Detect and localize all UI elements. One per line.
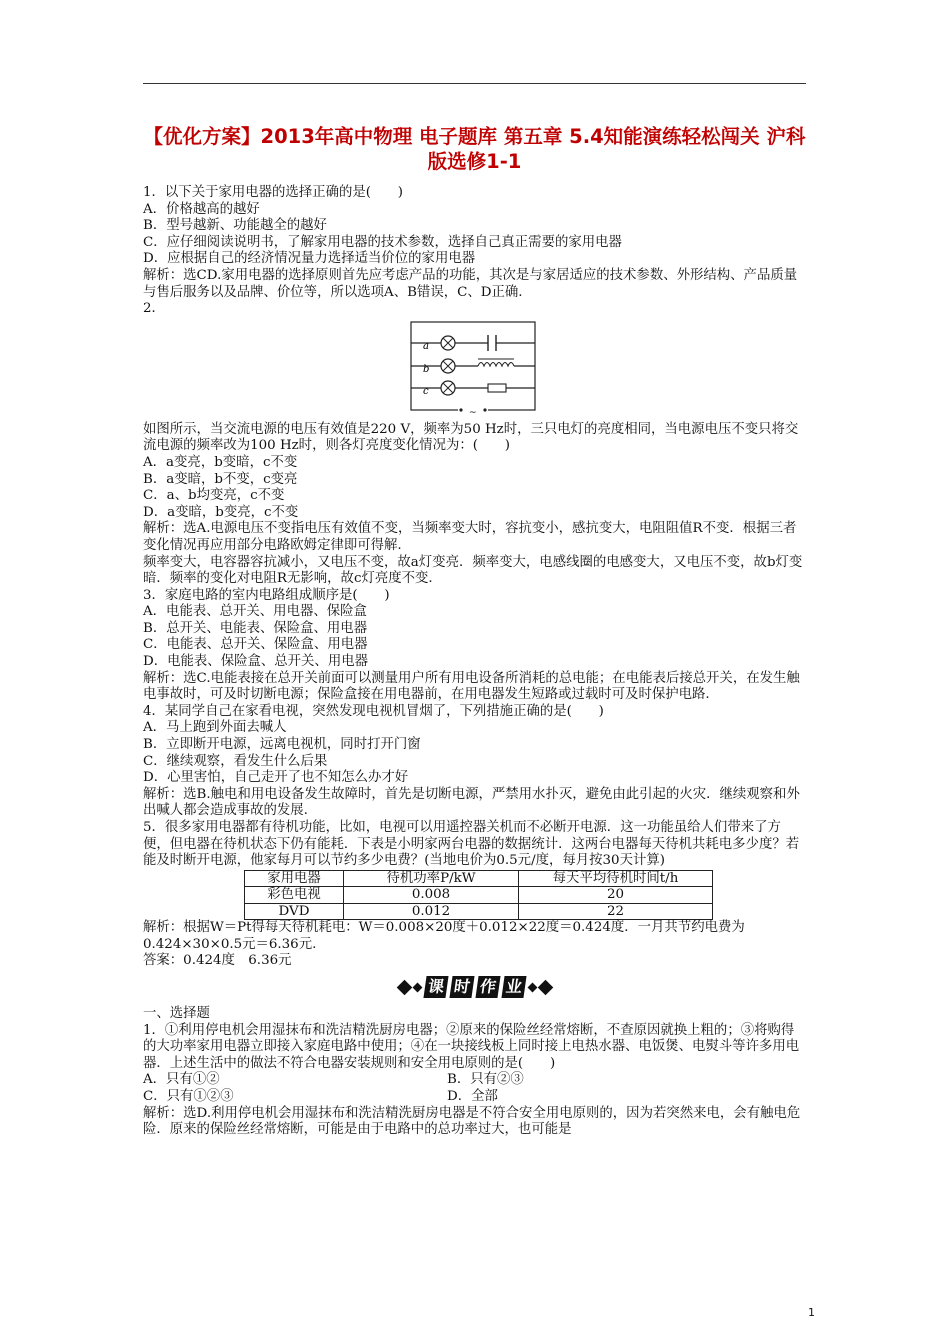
section-q1-option-b: B．只有②③: [447, 1072, 524, 1088]
section-q1-option-a: A．只有①②: [143, 1072, 220, 1088]
diamond-icon: [412, 982, 422, 992]
table-cell: DVD: [245, 903, 344, 920]
ac-source-symbol: ~: [469, 407, 477, 416]
table-cell: 22: [519, 903, 713, 920]
q4-analysis: 解析：选B.触电和用电设备发生故障时，首先是切断电源，严禁用水扑灭，避免由此引起的火灾．继续观察和外出喊人都会造成事故的发展.: [143, 786, 800, 819]
q1-stem: 1．以下关于家用电器的选择正确的是( ): [143, 185, 403, 200]
q5-analysis: 解析：根据W＝Pt得每天待机耗电：W＝0.008×20度＋0.012×22度＝0.424度．一月共节约电费为0.424×30×0.5元＝6.36元.: [143, 920, 745, 952]
q1-analysis: 解析：选CD.家用电器的选择原则首先应考虑产品的功能，其次是与家居适应的技术参数、外形结构、产品质量与售后服务以及品牌、价位等，所以选项A、B错误，C、D正确.: [143, 267, 798, 300]
q3-analysis: 解析：选C.电能表接在总开关前面可以测量用户所有用电设备所消耗的总电能；在电能表后接总开关，在发生触电事故时，可及时切断电源；保险盒接在用电器前，在用电器发生短路或过载时可及时保护电路.: [143, 670, 800, 703]
diamond-icon: [396, 979, 412, 995]
option-row: [143, 1072, 806, 1089]
table-cell: 彩色电视: [245, 887, 344, 904]
banner-char: 时: [449, 976, 474, 998]
banner-char: 作: [475, 976, 500, 998]
label-a: a: [423, 340, 429, 352]
banner-char: 课: [423, 976, 448, 998]
q5-answer: 答案：0.424度 6.36元: [143, 953, 292, 969]
q2-option-c: C．a、b均变亮，c不变: [143, 488, 285, 504]
q2-analysis-2: 频率变大，电容器容抗减小，又电压不变，故a灯变亮．频率变大，电感线圈的电感变大，又电压不变，故b灯变暗．频率的变化对电阻R无影响，故c灯亮度不变.: [143, 554, 803, 587]
q1-option-b: B．型号越新、功能越全的越好: [143, 218, 327, 234]
diamond-icon: [527, 982, 537, 992]
table-header-row: [245, 870, 713, 887]
header-rule: [143, 83, 806, 84]
section-q1-option-c: C．只有①②③: [143, 1089, 234, 1105]
q2-analysis-1: 解析：选A.电源电压不变指电压有效值不变，当频率变大时，容抗变小，感抗变大，电阻阻值R不变．根据三者变化情况再应用部分电路欧姆定律即可得解.: [143, 521, 797, 553]
circuit-figure: [143, 320, 806, 416]
q1-option-c: C．应仔细阅读说明书，了解家用电器的技术参数，选择自己真正需要的家用电器: [143, 234, 622, 250]
label-b: b: [423, 363, 430, 375]
q4-option-a: A．马上跑到外面去喊人: [143, 720, 287, 736]
homework-banner: [143, 976, 806, 1002]
table-header: 每天平均待机时间t/h: [519, 870, 713, 887]
option-row: [143, 1089, 806, 1106]
section-q1-analysis: 解析：选D.利用停电机会用湿抹布和洗洁精洗厨房电器是不符合安全用电原则的，因为若突然来电，会有触电危险．原来的保险丝经常熔断，可能是由于电路中的总功率过大，也可能是: [143, 1105, 801, 1138]
q4-option-d: D．心里害怕，自己走开了也不知怎么办才好: [143, 770, 409, 786]
q4-option-c: C．继续观察，看发生什么后果: [143, 753, 328, 769]
q2-option-a: A．a变亮，b变暗，c不变: [143, 454, 298, 470]
q2-option-d: D．a变暗，b变亮，c不变: [143, 504, 299, 520]
q5-stem: 5．很多家用电器都有待机功能，比如，电视可以用遥控器关机而不必断开电源．这一功能虽给人们带来了方便，但电器在待机状态下仍有能耗．下表是小明家两台电器的数据统计．这两台电器每天待机共耗电多少度？若能及时断开电源，他家每月可以节约多少电费？(当地电价为0.5元/度，每月按30天计算): [143, 820, 800, 869]
document-body: [143, 185, 806, 1139]
table-row: [245, 903, 713, 920]
diamond-icon: [537, 979, 553, 995]
table-header: 待机功率P/kW: [344, 870, 519, 887]
q4-option-b: B．立即断开电源，远离电视机，同时打开门窗: [143, 737, 421, 753]
q3-option-c: C．电能表、总开关、保险盒、用电器: [143, 637, 368, 653]
q1-option-d: D．应根据自己的经济情况量力选择适当价位的家用电器: [143, 251, 476, 267]
section-heading: 一、选择题: [143, 1006, 210, 1022]
q3-option-b: B．总开关、电能表、保险盒、用电器: [143, 620, 368, 636]
table-header: 家用电器: [245, 870, 344, 887]
q3-stem: 3．家庭电路的室内电路组成顺序是( ): [143, 587, 390, 603]
page-number: 1: [808, 1306, 815, 1319]
q2-stem: 如图所示，当交流电源的电压有效值是220 V，频率为50 Hz时，三只电灯的亮度相同，当电源电压不变只将交流电源的频率改为100 Hz时，则各灯亮度变化情况为：( ): [143, 421, 799, 454]
section-q1-option-d: D．全部: [447, 1089, 498, 1105]
table-cell: 0.012: [344, 903, 519, 920]
q3-option-d: D．电能表、保险盒、总开关、用电器: [143, 654, 368, 670]
circuit-diagram: [408, 320, 538, 416]
q1-option-a: A．价格越高的越好: [143, 201, 260, 217]
table-cell: 0.008: [344, 887, 519, 904]
banner-char: 业: [501, 976, 526, 998]
label-c: c: [423, 385, 429, 397]
q2-option-b: B．a变暗，b不变，c变亮: [143, 471, 298, 487]
table-cell: 20: [519, 887, 713, 904]
q2-number: 2．: [143, 301, 165, 317]
q4-stem: 4．某同学自己在家看电视，突然发现电视机冒烟了，下列措施正确的是( ): [143, 703, 604, 719]
appliance-table: [244, 870, 713, 921]
table-row: [245, 887, 713, 904]
page-title: 【优化方案】2013年高中物理 电子题库 第五章 5.4知能演练轻松闯关 沪科版选修1-1: [143, 125, 806, 173]
q3-option-a: A．电能表、总开关、用电器、保险盒: [143, 604, 367, 620]
section-q1-stem: 1．①利用停电机会用湿抹布和洗洁精洗厨房电器；②原来的保险丝经常熔断，不查原因就换上粗的；③将购得的大功率家用电器立即接入家庭电路中使用；④在一块接线板上同时接上电热水器、电饭煲、电熨斗等许多用电器．上述生活中的做法不符合电器安装规则和安全用电原则的是( ): [143, 1022, 800, 1071]
